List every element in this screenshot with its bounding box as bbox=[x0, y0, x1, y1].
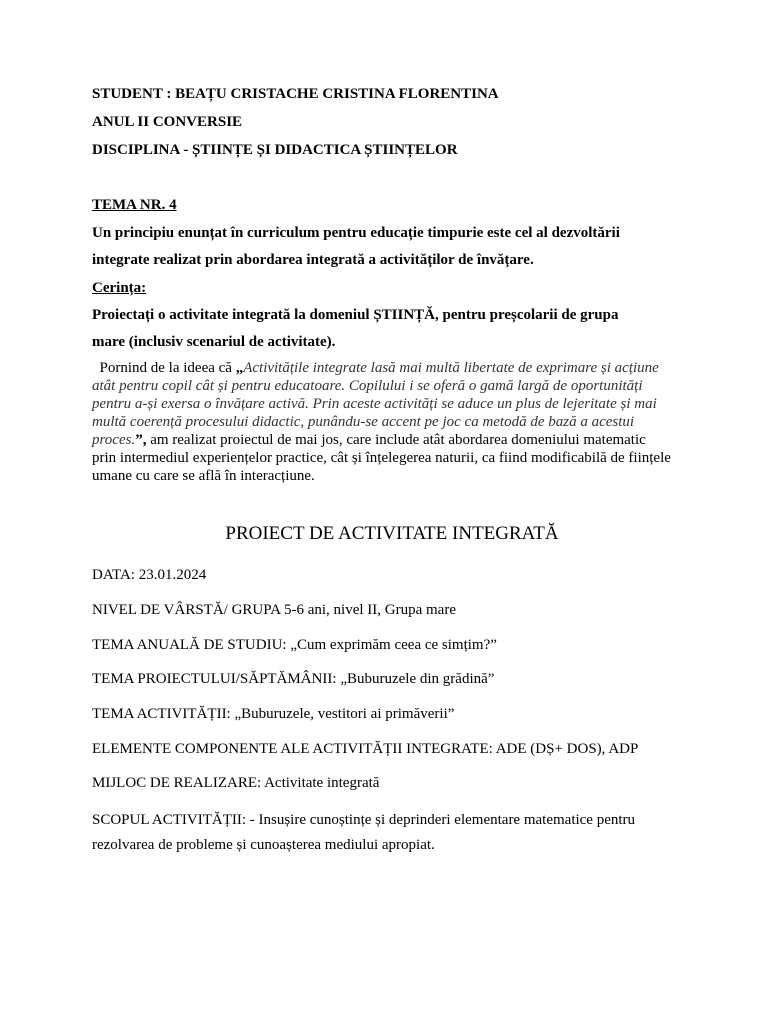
principle-line-1: Un principiu enunțat în curriculum pentru educație timpurie este cel al dezvoltării bbox=[92, 225, 620, 241]
intro-quote: Activitățile integrate lasă mai multă libertate de exprimare și acțiune atât pentru copil cât și pentru educatoare. Copilului i se oferă o gamă largă de oportunități pentru a-și exersa o învățare activă. Prin aceste activități se aduce un plus de lejeritate și mai multă coerență procesului didactic, punându-se accent pe joc ca metodă de bază a acestui proces. bbox=[92, 360, 659, 448]
means-of-delivery: MIJLOC DE REALIZARE: Activitate integrată bbox=[92, 775, 380, 791]
intro-lead: Pornind de la ideea că bbox=[99, 360, 236, 376]
requirement-line-2: mare (inclusiv scenariul de activitate). bbox=[92, 334, 336, 350]
activity-goal: SCOPUL ACTIVITĂȚII: - Insușire cunoștințe și deprinderi elementare matematice pentru rezolvarea de probleme și cunoașterea mediului apropiat. bbox=[92, 812, 636, 853]
task-heading: TEMA NR. 4 bbox=[92, 197, 177, 213]
integrated-components: ELEMENTE COMPONENTE ALE ACTIVITĂȚII INTEGRATE: ADE (DȘ+ DOS), ADP bbox=[92, 741, 639, 757]
intro-rest: am realizat proiectul de mai jos, care include atât abordarea domeniului matematic prin intermediul experiențelor practice, cât și înțelegerea naturii, ca fiind modificabilă de ființele umane cu care se află în interacțiune. bbox=[92, 432, 671, 484]
quote-open: „ bbox=[235, 360, 244, 376]
annual-theme: TEMA ANUALĂ DE STUDIU: „Cum exprimăm ceea ce simțim?” bbox=[92, 637, 497, 653]
intro-paragraph bbox=[92, 359, 672, 485]
discipline: DISCIPLINA - ȘTIINȚE ȘI DIDACTICA ȘTIINȚELOR bbox=[92, 142, 458, 158]
activity-theme: TEMA ACTIVITĂȚII: „Buburuzele, vestitori ai primăverii” bbox=[92, 706, 455, 722]
project-title: PROIECT DE ACTIVITATE INTEGRATĂ bbox=[225, 523, 559, 544]
requirement-line-1: Proiectați o activitate integrată la domeniul ȘTIINȚĂ, pentru preșcolarii de grupa bbox=[92, 307, 619, 323]
study-year: ANUL II CONVERSIE bbox=[92, 114, 243, 130]
student-name: STUDENT : BEAȚU CRISTACHE CRISTINA FLORENTINA bbox=[92, 86, 499, 102]
project-date: DATA: 23.01.2024 bbox=[92, 567, 207, 583]
age-level: NIVEL DE VÂRSTĂ/ GRUPA 5-6 ani, nivel II, Grupa mare bbox=[92, 602, 456, 618]
principle-line-2: integrate realizat prin abordarea integrată a activităților de învățare. bbox=[92, 252, 534, 268]
project-theme: TEMA PROIECTULUI/SĂPTĂMÂNII: „Buburuzele din grădină” bbox=[92, 671, 495, 687]
requirement-label: Cerința: bbox=[92, 280, 147, 296]
quote-close: ”, bbox=[135, 432, 147, 448]
